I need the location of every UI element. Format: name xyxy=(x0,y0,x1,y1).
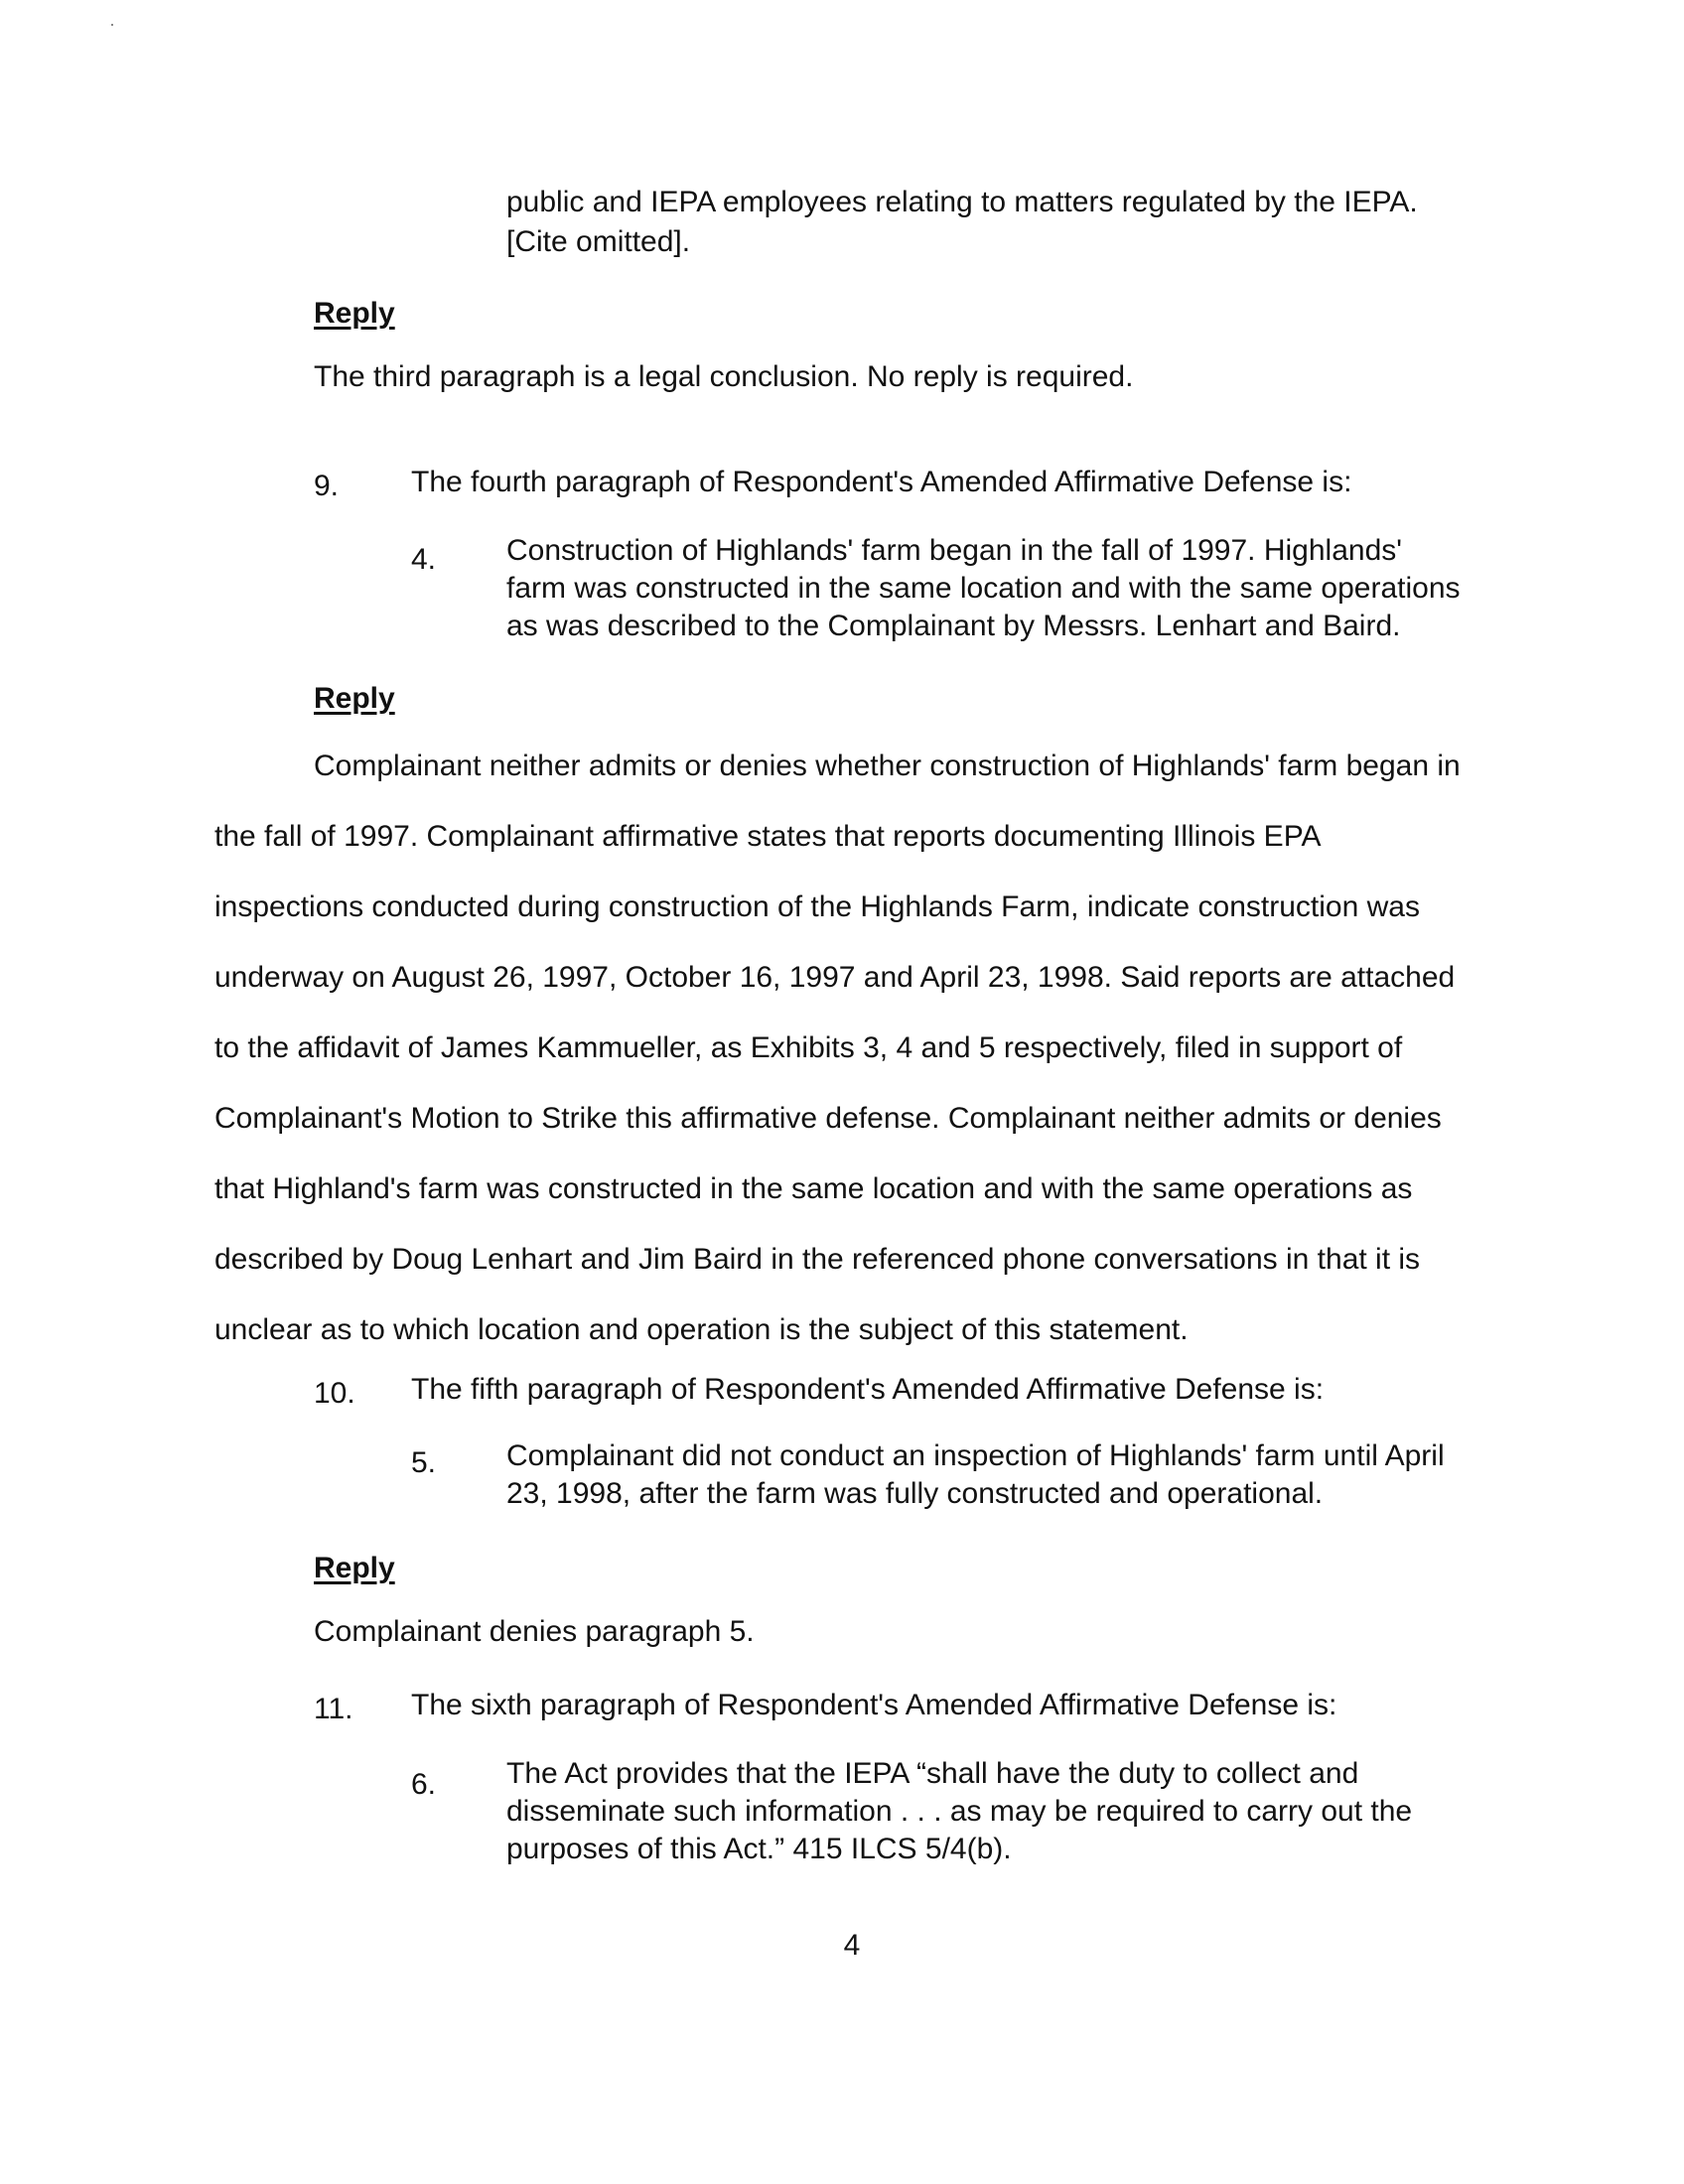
item-10-sub-number: 5. xyxy=(411,1446,437,1479)
quote-line: Complainant did not conduct an inspection of Highlands' farm until April xyxy=(506,1439,1445,1472)
item-9-sub-number: 4. xyxy=(411,543,437,576)
reply-2-paragraph xyxy=(214,731,1535,1365)
paragraph-line: Complainant neither admits or denies whether construction of Highlands' farm began in xyxy=(314,750,1461,782)
item-10-quote xyxy=(506,1437,1519,1513)
paragraph-line: underway on August 26, 1997, October 16, 1997 and April 23, 1998. Said reports are attached xyxy=(214,961,1456,994)
paragraph-line: the fall of 1997. Complainant affirmative states that reports documenting Illinois EPA xyxy=(214,820,1322,853)
quote-line: disseminate such information . . . as may be required to carry out the xyxy=(506,1795,1413,1828)
item-9-quote xyxy=(506,532,1519,645)
page-number: 4 xyxy=(843,1929,861,1962)
item-11-text: The sixth paragraph of Respondent's Amended Affirmative Defense is: xyxy=(411,1689,1337,1721)
item-9-text: The fourth paragraph of Respondent's Amended Affirmative Defense is: xyxy=(411,466,1352,498)
paragraph-line: unclear as to which location and operation is the subject of this statement. xyxy=(214,1313,1189,1346)
paragraph-line: to the affidavit of James Kammueller, as Exhibits 3, 4 and 5 respectively, filed in support of xyxy=(214,1031,1403,1064)
quote-line: Construction of Highlands' farm began in the fall of 1997. Highlands' xyxy=(506,534,1402,567)
reply-1-text: The third paragraph is a legal conclusion. No reply is required. xyxy=(314,360,1134,393)
reply-heading: Reply xyxy=(314,1552,395,1584)
item-11-sub-number: 6. xyxy=(411,1768,437,1801)
item-9-number: 9. xyxy=(314,470,340,502)
paragraph-line: Complainant's Motion to Strike this affirmative defense. Complainant neither admits or denies xyxy=(214,1102,1442,1135)
quote-line: 23, 1998, after the farm was fully constructed and operational. xyxy=(506,1477,1324,1510)
reply-heading: Reply xyxy=(314,297,395,330)
item-10-number: 10. xyxy=(314,1377,355,1410)
quote-line: farm was constructed in the same location and with the same operations xyxy=(506,572,1461,605)
scan-speck xyxy=(111,24,113,26)
item-11-number: 11. xyxy=(314,1693,353,1725)
top-quote-line: [Cite omitted]. xyxy=(506,225,691,258)
paragraph-line: inspections conducted during construction of the Highlands Farm, indicate construction was xyxy=(214,890,1420,923)
reply-3-text: Complainant denies paragraph 5. xyxy=(314,1615,755,1648)
item-10-text: The fifth paragraph of Respondent's Amended Affirmative Defense is: xyxy=(411,1373,1325,1406)
top-quote-line: public and IEPA employees relating to matters regulated by the IEPA. xyxy=(506,186,1418,218)
item-11-quote xyxy=(506,1755,1519,1868)
quote-line: The Act provides that the IEPA “shall have the duty to collect and xyxy=(506,1757,1359,1790)
paragraph-line: that Highland's farm was constructed in the same location and with the same operations as xyxy=(214,1172,1413,1205)
top-quote xyxy=(506,183,1519,262)
paragraph-line: described by Doug Lenhart and Jim Baird in the referenced phone conversations in that it is xyxy=(214,1243,1421,1276)
reply-heading: Reply xyxy=(314,682,395,715)
quote-line: as was described to the Complainant by Messrs. Lenhart and Baird. xyxy=(506,610,1401,642)
quote-line: purposes of this Act.” 415 ILCS 5/4(b). xyxy=(506,1833,1012,1865)
